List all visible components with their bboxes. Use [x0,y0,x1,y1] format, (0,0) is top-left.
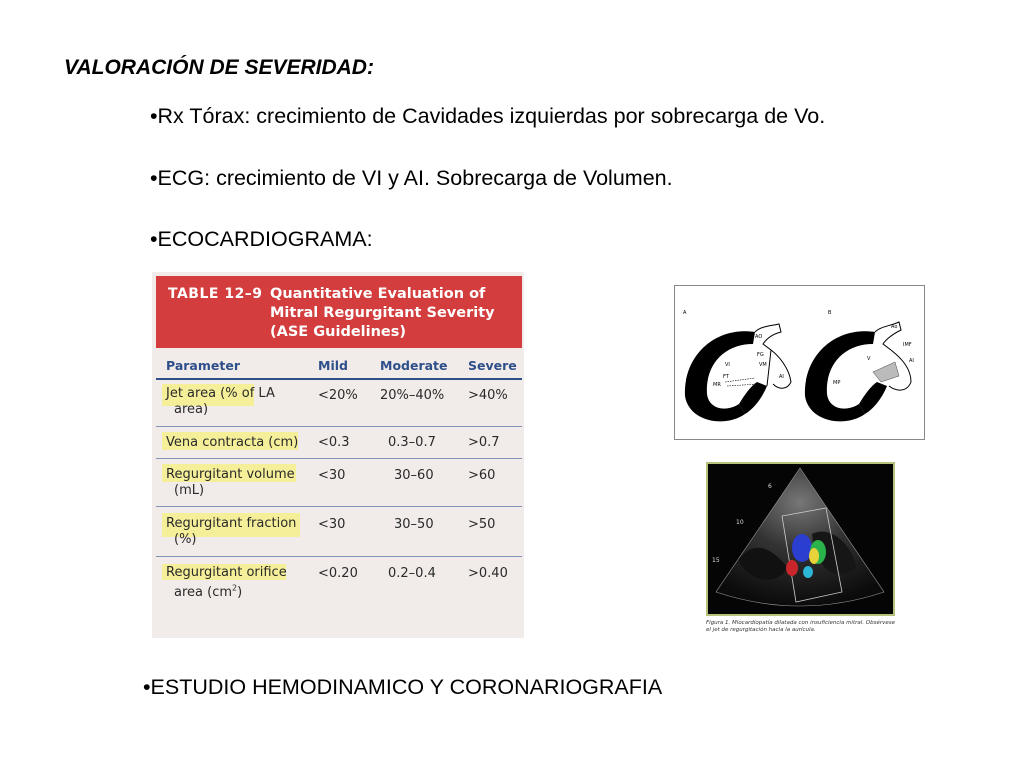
diagram-label-v: V [867,356,871,362]
bullet-ecg: •ECG: crecimiento de VI y AI. Sobrecarga de Volumen. [150,166,673,190]
cell-moderate: 30–60 [394,468,434,483]
column-header-mild: Mild [318,358,348,373]
cell-severe: >60 [468,468,496,483]
column-header-moderate: Moderate [380,358,448,373]
cell-mild: <0.3 [318,435,350,450]
cell-severe: >0.7 [468,435,500,450]
cell-moderate: 0.2–0.4 [388,566,436,581]
diagram-label-mr: MR [713,382,721,388]
echocardiogram-image [706,462,895,616]
table-row-vena-contracta-param: Vena contracta (cm) [166,435,299,450]
bullet-estudio-hemodinamico: •ESTUDIO HEMODINAMICO Y CORONARIOGRAFIA [143,675,663,699]
diagram-label-vi: VI [725,362,730,368]
echo-marker-10: 10 [736,519,744,526]
table-caption: Quantitative Evaluation of Mitral Regurgitant Severity (ASE Guidelines) [270,286,495,340]
diagram-label-fg: FG [757,352,764,358]
diagram-label-mp: MP [833,380,841,386]
diagram-label-ft: FT [723,374,729,380]
diagram-label-imf: IMF [903,342,912,348]
table-header-band [156,276,522,348]
table-row-regurgitant-fraction-param [166,516,296,548]
panel-label-a: A [683,310,687,316]
table-row-regurgitant-volume-param [166,467,295,499]
column-header-parameter: Parameter [166,358,240,373]
param-line2: area (cm [174,585,233,601]
echo-marker-15: 15 [712,557,720,564]
echo-marker-6: 6 [768,483,772,490]
cell-mild: <20% [318,388,358,403]
param-line2-end: ) [237,585,243,601]
param-line2: area) [174,402,209,417]
diagram-label-ai-b: AI [909,358,914,364]
table-code: TABLE 12–9 [168,286,263,302]
header-rule [156,378,522,380]
diagram-label-ao: AO [755,334,763,340]
echo-caption: Figura 1. Miocardiopatía dilatada con insuficiencia mitral. Obsérvese el jet de regurgitación hacia la aurícula. [706,620,895,633]
cell-mild: <0.20 [318,566,358,581]
bullet-ecocardiograma: •ECOCARDIOGRAMA: [150,227,373,251]
table-row-regurgitant-orifice-param [166,565,287,601]
mitral-regurgitation-table [152,272,524,638]
cell-mild: <30 [318,468,346,483]
param-superscript: 2 [232,584,238,593]
param-line1: Regurgitant orifice [166,565,287,580]
cell-severe: >50 [468,517,496,532]
slide-title: VALORACIÓN DE SEVERIDAD: [64,56,374,79]
param-line1: Regurgitant volume [166,467,295,482]
table-row-jet-area-param [166,386,275,418]
cell-severe: >0.40 [468,566,508,581]
diagram-label-ao-b: Ao [891,324,898,330]
heart-schematic-diagram [674,285,925,440]
cell-moderate: 30–50 [394,517,434,532]
param-line1: Regurgitant fraction [166,516,297,531]
param-line1: Jet area (% of LA [166,386,275,401]
diagram-label-vm: VM [759,362,767,368]
cell-mild: <30 [318,517,346,532]
bullet-rx-torax: •Rx Tórax: crecimiento de Cavidades izquierdas por sobrecarga de Vo. [150,104,826,128]
cell-moderate: 0.3–0.7 [388,435,436,450]
param-line2: (mL) [174,483,205,498]
diagram-label-ai: AI [779,374,784,380]
column-header-severe: Severe [468,358,517,373]
param-line2: (%) [174,532,197,547]
cell-severe: >40% [468,388,508,403]
cell-moderate: 20%–40% [380,388,445,403]
panel-label-b: B [828,310,832,316]
